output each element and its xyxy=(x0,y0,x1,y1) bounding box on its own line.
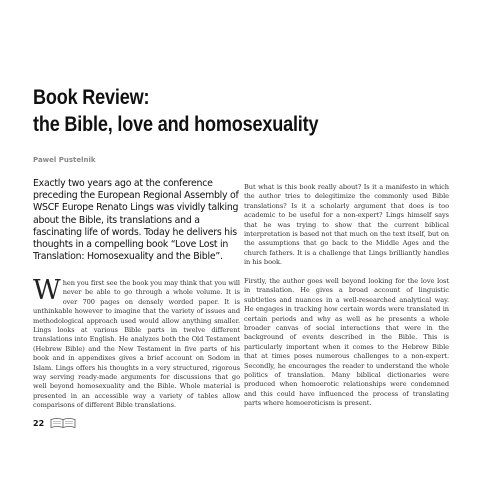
author-name: Pawel Pustelnik xyxy=(33,156,96,164)
open-book-icon xyxy=(50,414,76,433)
right-column-bottom-paragraph: Firstly, the author goes well beyond looking for the love lost in translation. He gives a broad account of linguistic subtleties and nuances in a well-researched analytical way. He engages in tracking how certain words were translated in certain periods and why as well as he presents a whole broader canvas of social interactions that were in the background of events described in the Bible. This is particularly important when it comes to the Hebrew Bible that at times poses numerous challenges to a non-expert. Secondly, he encourages the reader to understand the whole politics of translation. Many biblical dictionaries were produced when homoerotic relationships were condemned and this could have influenced the process of translating parts where homoeroticism is present. xyxy=(244,277,449,408)
title-line-2: the Bible, love and homosexuality xyxy=(33,113,319,136)
page-footer xyxy=(33,414,76,433)
right-column-top-paragraph: But what is this book really about? Is it a manifesto in which the author tries to delegitimize the commonly used Bible translations? Is it a scholarly argument that does is too academic to be useful for a non-expert? Lings himself says that he was trying to show that the current biblical interpretation is based not that much on the text itself, but on the assumptions that go back to the Middle Ages and the church fathers. It is a challenge that Lings brilliantly handles in his book. xyxy=(244,183,449,267)
page-number: 22 xyxy=(33,419,45,428)
lead-paragraph: Exactly two years ago at the conference preceding the European Regional Assembly of WSCF Europe Renato Lings was vividly talking about the Bible, its translations and a fascinating life of words. Today he delivers his thoughts in a compelling book “Love Lost in Translation: Homosexuality and the Bible”. xyxy=(33,178,239,263)
left-column-text: hen you first see the book you may think that you will never be able to go through a whole volume. It is over 700 pages on densely worded paper. It is unthinkable however to imagine that the variety of issues and methodological approach used would allow anything smaller. Lings looks at various Bible parts in twelve different translations into English. He analyzes both the Old Testament (Hebrew Bible) and the New Testament in five parts of his book and in appendixes gives a brief account on Sodom in Islam. Lings offers his thoughts in a very structured, rigorous way serving ready-made arguments for discussions that go well beyond homosexuality and the Bible. Whole material is presented in an accessible way a variety of tables allow comparisons of different Bible translations. xyxy=(33,279,240,410)
drop-cap: W xyxy=(33,275,61,306)
title-line-1: Book Review: xyxy=(33,86,150,109)
article-title xyxy=(33,84,394,138)
left-column-paragraph xyxy=(33,275,240,411)
